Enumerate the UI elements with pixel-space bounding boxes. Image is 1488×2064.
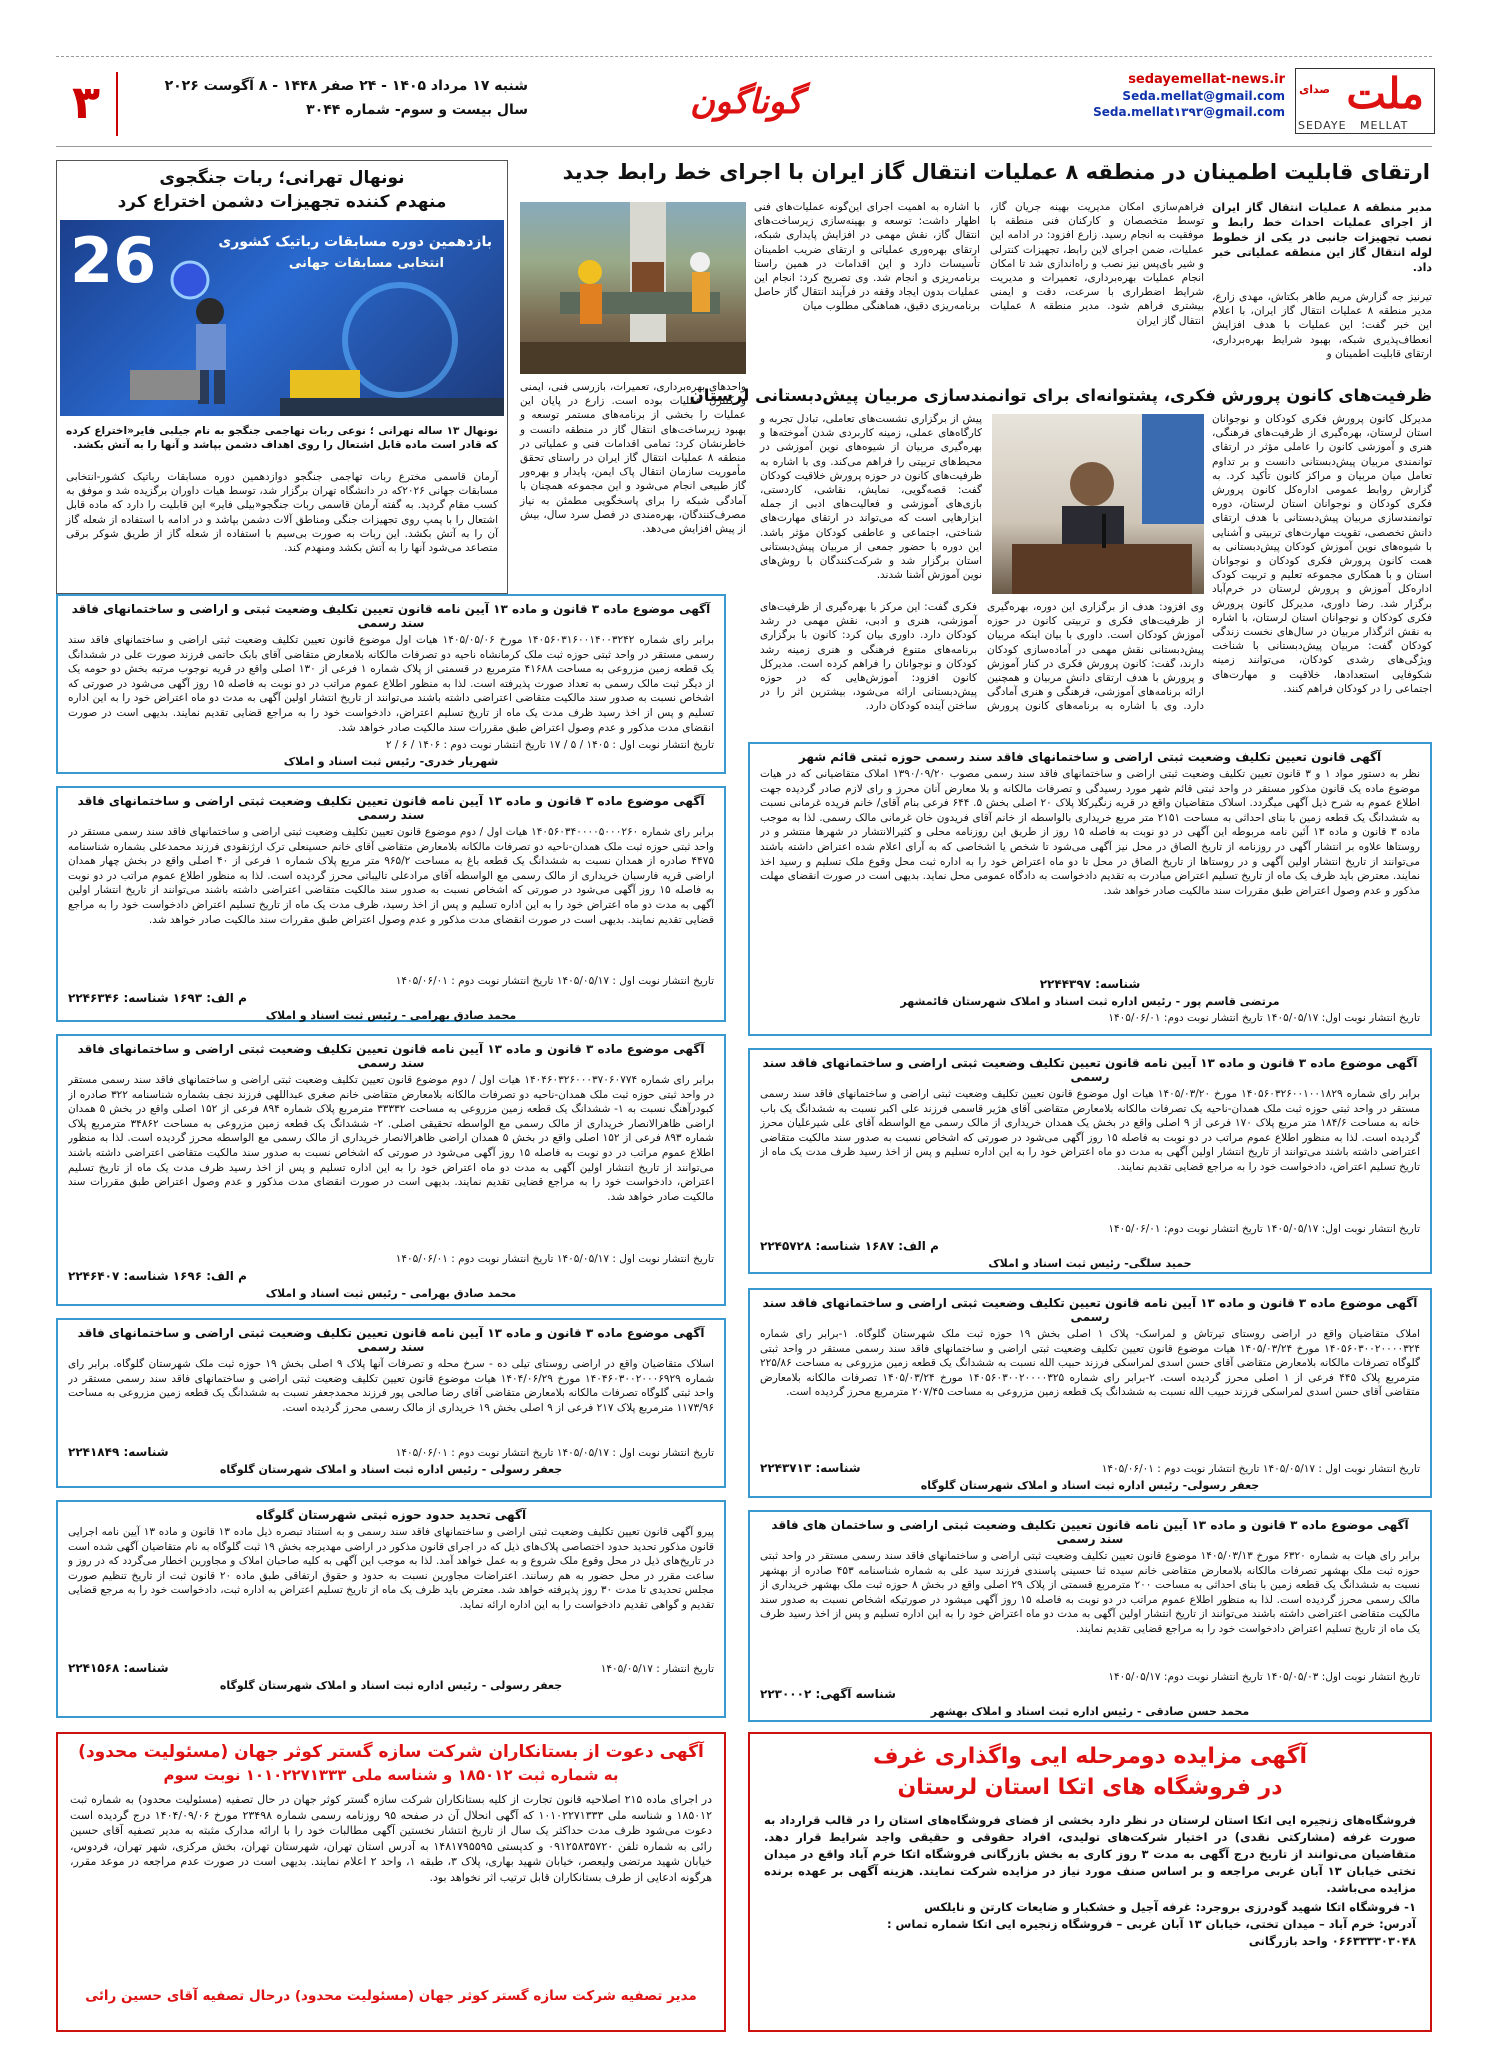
ad-signature: مرتضی قاسم پور - رئیس اداره ثبت اسناد و املاک شهرستان قائمشهر (900, 995, 1280, 1008)
ad-bahrami-2 (56, 1034, 726, 1306)
kowsar-title-1: آگهی دعوت از بستانکاران شرکت سازه گستر کوثر جهان (مسئولیت محدود) (78, 1742, 704, 1762)
ad-signature: جعفر رسولی- رئیس اداره ثبت اسناد و املاک شهرستان گلوگاه (920, 1479, 1260, 1492)
site-link[interactable]: sedayemellat-news.ir (1128, 72, 1285, 87)
ad-body: اسلاک متقاضیان واقع در اراضی روستای تیلی ده - سرخ محله و تصرفات آنها پلاک ۹ اصلی بخش ۱۹ حوزه ثبت ملک شهرستان گلوگاه. برابر رای شماره ۱۴۰۴۶۰۳۰۰۲۰۰۰۶۹۲۹ مورخ ۱۴۰۴/۰۶/۲۹ هیات موضوع قانون تعیین تکلیف وضعیت ثبتی اراضی و ساختمانهای فاقد سند رسمی مستقر در واحد ثبتی گلوگاه تصرفات مالکانه بلامعارض متقاضی آقای رضا صالحی پور فرزند محمدجعفر نسبت به ششدانگ یک قطعه زمین مزروعی به مساحت ۱۱۷۳/۹۶ مترمربع پلاک ۲۱۷ فرعی از ۹ اصلی بخش ۱۹ خریداری از مالک رسمی محرز گردیده است. (68, 1358, 714, 1414)
ad-title: آگهی موضوع ماده ۳ قانون و ماده ۱۳ آیین نامه قانون تعیین تکلیف وضعیت ثبتی اراضی و ساختمان های فاقد سند رسمی (771, 1518, 1409, 1546)
etka-body: فروشگاه‌های زنجیره ایی اتکا استان لرستان در نظر دارد بخشی از فضای فروشگاه‌های استان را در قالب قرارداد به صورت غرفه (مشارکتی نقدی) در اختیار شرکت‌های تولیدی، افراد حقوقی و حقیقی واجد شرایط قرار دهد. متقاضیان می‌توانند از تاریخ درج آگهی به مدت ۳ روز کاری به بخش بازرگانی فروشگاه اتکا خرم آباد واقع در میدان تختی خیابان ۱۳ آبان غربی مراجعه و بر اساس صنف مورد نیاز در مزایده شرکت نمایند. هزینه آگهی بر عهده برنده مزایده می‌باشد. (764, 1813, 1416, 1895)
ad-dates: تاریخ انتشار نوبت اول : ۱۴۰۵/۰۵/۱۷ تاریخ انتشار نوبت دوم : ۱۴۰۵/۰۶/۰۱ (395, 1447, 714, 1459)
ad-body: پیرو آگهی قانون تعیین تکلیف وضعیت ثبتی اراضی و ساختمانهای فاقد سند رسمی و به استناد تبصره ذیل ماده ۱۳ قانون و ماده ۱۳ آیین نامه اجرایی قانون مذکور تحدید حدود اختصاصی پلاک‌های ذیل که در اجرای قانون مذکور در اراضی مهدیرجه بخش ۱۹ ثبت گلوگاه به نام متقاضیان آگهی شده است در تاریخ‌های ذیل در محل وقوع ملک شروع و به عمل خواهد آمد. لذا به موجب این آگهی به کلیه صاحبان املاک و مجاورین اخطار می‌گردد که در روز و ساعت مقرر در محل حضور به هم رسانند. اعتراضات مجاورین نسبت به حدود و حقوق ارتفاقی طبق ماده ۲۰ قانون ثبت از تاریخ تنظیم صورت مجلس تحدیدی تا مدت ۳۰ روز پذیرفته خواهد شد. معترض باید ظرف یک ماه از تاریخ تسلیم اعتراض به اداره ثبت، دادخواست خود را به مرجع قضایی تقدیم و گواهی تقدیم دادخواست را به این اداره ارائه نماید. (68, 1526, 714, 1611)
ad-dates: تاریخ انتشار نوبت اول : ۱۴۰۵/۰۵/۱۷ تاریخ انتشار نوبت دوم : ۱۴۰۵/۰۶/۰۱ (395, 1253, 714, 1265)
gas-lead: مدیر منطقه ۸ عملیات انتقال گاز ایران از اجرای عملیات احداث خط رابط و نصب تجهیزات جانبی در یکی از خطوط لوله انتقال گاز این منطقه عملیاتی خبر داد. (1212, 201, 1432, 274)
logo-en: SEDAYE MELLAT (1298, 119, 1409, 132)
kowsar-body: در اجرای ماده ۲۱۵ اصلاحیه قانون تجارت از کلیه بستانکاران شرکت سازه گستر کوثر جهان در حال تصفیه (مسئولیت محدود) به شماره ثبت ۱۸۵۰۱۲ و شناسه ملی ۱۰۱۰۲۲۷۱۳۳۳ که آگهی انحلال آن در صفحه ۹۵ روزنامه رسمی شماره ۲۳۴۹۸ مورخ ۱۴۰۴/۰۹/۰۶ درج گردیده است دعوت می‌شود ظرف مدت حداکثر یک سال از تاریخ انتشار نخستین آگهی مطالبات خود را با ارائه مدارک مثبته به مدیر تصفیه آقای حسین رائی به شماره تلفن ۰۹۱۲۵۸۳۵۷۲۰ و کدپستی ۱۴۸۱۷۹۵۵۹۵ به آدرس استان تهران، شهرستان تهران، بخش مرکزی، شهر تهران، فردوس، خیابان شهید مرتضی ولیعصر، خیابان شهید بهاری، پلاک ۳، طبقه ۱، واحد ۲ اعلام نمایند. بدیهی است در صورت عدم مراجعه در موعد مقرر، هرگونه ادعایی از طرف بستانکاران قابل ترتیب اثر نخواهد بود. (70, 1793, 712, 1884)
contact-block (1040, 72, 1285, 119)
header-bottom-rule (56, 146, 1432, 147)
date-block (128, 78, 528, 118)
etka-notice (748, 1732, 1432, 2032)
gas-col-4: واحدهای بهره‌برداری، تعمیرات، بازرسی فنی، ایمنی و کنترل عملیات بوده است. زارع در پایان این عملیات را بخشی از برنامه‌های مستمر توسعه و بهبود زیرساخت‌های انتقال گاز در منطقه دانست و خاطرنشان کرد: تمامی اقدامات فنی و عملیاتی در منطقه ۸ عملیات انتقال گاز ایران در راستای تحقق مأموریت سازمان انتقال پاک ایمن، پایدار و بهره‌ور گاز طبیعی انجام می‌شود و این مجموعه همچنان با آمادگی شبکه را برای پاسخگویی مطمئن به نیاز مصرف‌کنندگان، بهره‌مندی در فصل سرد سال، بیش از پیش افزایش می‌دهد. (520, 381, 747, 536)
robot-photo (60, 220, 504, 416)
gas-pipeline-photo (520, 202, 746, 374)
masthead-logo (1295, 68, 1435, 134)
ad-title: آگهی موضوع ماده ۳ قانون و ماده ۱۳ آیین نامه قانون تعیین تکلیف وضعیت ثبتی اراضی و ساختمانهای فاقد سند رسمی (77, 1042, 705, 1070)
email-link-2[interactable]: Seda.mellat۱۳۹۳@gmail.com (1093, 105, 1285, 119)
kowsar-signature: مدیر تصفیه شرکت سازه گستر کوثر جهان (مسئولیت محدود) درحال تصفیه آقای حسین رائی (85, 1988, 697, 2004)
ad-code: شناسه: ۲۲۴۱۸۴۹ (68, 1445, 169, 1459)
ad-dates: تاریخ انتشار : ۱۴۰۵/۰۵/۱۷ (600, 1663, 714, 1675)
ad-signature: محمد صادق بهرامی - رئیس ثبت اسناد و املاک (265, 1009, 517, 1022)
issue-number: سال بیست و سوم- شماره ۳۰۴۴ (306, 102, 528, 118)
kanoon-col-1: مدیرکل کانون پرورش فکری کودکان و نوجوانان استان لرستان، بهره‌گیری از ظرفیت‌های فرهنگی، هنری و آموزشی کانون را عاملی مؤثر در ارتقای توانمندی مربیان پیش‌دبستانی دانست و بر تداوم تعامل میان مربیان و مراکز کانون تأکید کرد. به گزارش روابط عمومی اداره‌کل کانون پرورش فکری کودکان و نوجوانان استان لرستان، دوره توانمندسازی مربیان پیش‌دبستانی با هدف ارتقای دانش تخصصی، تقویت مهارت‌های تربیتی و آشنایی با شیوه‌های نوین آموزش کودکان پیش‌دبستانی به همت کانون پرورش فکری کودکان و نوجوانان استان و با همکاری مجموعه تعلیم و تربیت کودک اداره‌کل آموزش و پرورش لرستان در خرم‌آباد برگزار شد. رضا داوری، مدیرکل کانون پرورش فکری کودکان و نوجوانان استان لرستان، با اشاره به نقش اثرگذار مربیان در سال‌های نخست زندگی کودکان گفت: مربیان پیش‌دبستانی با شناخت ویژگی‌های رشدی کودکان، می‌توانند زمینه شکوفایی استعدادها، خلاقیت و مهارت‌های اجتماعی را در کودکان فراهم کنند. (1212, 413, 1432, 695)
ad-code: شناسه: ۲۲۴۴۳۹۷ (1039, 977, 1141, 991)
ad-title: آگهی موضوع ماده ۳ قانون و ماده ۱۳ آیین نامه قانون تعیین تکلیف وضعیت ثبتی اراضی و ساختمانهای فاقد سند رسمی (762, 1056, 1418, 1084)
kowsar-title-2: به شماره ثبت ۱۸۵۰۱۲ و شناسه ملی ۱۰۱۰۲۲۷۱۳۳۳ نوبت سوم (163, 1766, 619, 1784)
pipe-illustration (520, 202, 746, 374)
etka-title-1: آگهی مزایده دومرحله ایی واگذاری غرف (872, 1744, 1308, 1769)
ad-title: آگهی تحدید حدود حوزه ثبتی شهرستان گلوگاه (255, 1508, 527, 1522)
logo-wordmark: ملت (1346, 69, 1424, 118)
gas-col-3: با اشاره به اهمیت اجرای این‌گونه عملیات‌های فنی اظهار داشت: توسعه و بهینه‌سازی زیرساخت‌های انتقال گاز، نقش مهمی در افزایش پایداری شبکه، ارتقای بهره‌وری عملیاتی و ارتقای ضریب اطمینان تأسیسات دارد و این اقدامات در همین راستا برنامه‌ریزی و انجام شد. وی تصریح کرد: انجام این عملیات بدون ایجاد وقفه در فرآیند انتقال گاز حاصل برنامه‌ریزی دقیق، هماهنگی مطلوب میان (754, 201, 980, 313)
kanoon-col-3: پیش از برگزاری نشست‌های تعاملی، تبادل تجربه و کارگاه‌های عملی، زمینه کاربردی شدن آموخته‌ها و بهره‌گیری مربیان از شیوه‌های نوین آموزشی در محیط‌های تربیتی را فراهم می‌کند. وی با اشاره به ظرفیت‌های کانون در حوزه پرورش خلاقیت کودکان گفت: قصه‌گویی، نمایش، نقاشی، کاردستی، بازی‌های آموزشی و فعالیت‌های ادبی از جمله ابزارهایی است که می‌تواند در ارتقای مهارت‌های شناختی، اجتماعی و عاطفی کودکان مؤثر باشد. این دوره با حضور جمعی از مربیان پیش‌دبستانی استان برگزار شد و شرکت‌کنندگان با روش‌های نوین آموزش آشنا شدند. (760, 413, 982, 582)
robot-photo-number: 26 (70, 224, 157, 297)
ad-body: برابر رای شماره ۱۴۰۵۶۰۳۴۰۰۰۰۵۰۰۰۲۶۰ هیات اول / دوم موضوع قانون تعیین تکلیف وضعیت ثبتی اراضی و ساختمانهای فاقد سند رسمی مستقر در واحد ثبتی حوزه ثبت ملک همدان-ناحیه دو تصرفات مالکانه بلامعارض متقاضی آقای خانم حسینعلی ترک ارژنقودی فرزند محمدعلی بشماره شناسنامه ۴۴۷۵ صادره از همدان نسبت به ششدانگ یک قطعه باغ به مساحت ۹۶۵/۲ متر مربع پلاک شماره ۱ فرعی از ۴۰ اصلی واقع در بخش چهار همدان اراضی قریه فارسبان خریداری از مالک رسمی مع الواسطه آقای مرادعلی تالیباتی محرز گردیده است. لذا به منظور اطلاع عموم مراتب در دو نوبت به فاصله ۱۵ روز آگهی می‌شود در صورتی که اشخاص نسبت به صدور سند مالکیت متقاضی اعتراضی داشته باشند می‌توانند از تاریخ انتشار اولین آگهی به مدت دو ماه اعتراض خود را به این اداره تسلیم و پس از اخذ رسید، ظرف مدت یک ماه از تاریخ تسلیم اعتراض دادخواست خود را به مراجع قضایی تقدیم نمایند. بدیهی است در صورت انقضای مدت مذکور و عدم وصول اعتراض طبق مقررات سند مالکیت صادر خواهد شد. (68, 826, 714, 926)
etka-address: آدرس: خرم آباد – میدان تختی، خیابان ۱۳ آبان غربی – فروشگاه زنجیره ایی اتکا شماره تماس : (886, 1917, 1416, 1931)
ad-dates: تاریخ انتشار نوبت اول: ۱۴۰۵/۰۵/۰۳ تاریخ انتشار نوبت دوم: ۱۴۰۵/۰۵/۱۷ (1108, 1671, 1420, 1683)
ad-code: شناسه: ۲۲۴۱۵۶۸ (68, 1661, 169, 1675)
robot-caption: نونهال ۱۳ ساله تهرانی ؛ نوعی ربات تهاجمی جنگجو به نام جیلبی فایر«اختراع کرده که قادر است ماده قابل اشتعال را روی اهداف دشمن بپاشد و آنها را به آتش بکشد. (66, 425, 498, 452)
logo-small: صدای (1299, 83, 1330, 96)
ad-signature: جعفر رسولی - رئیس اداره ثبت اسناد و املاک شهرستان گلوگاه (219, 1463, 563, 1476)
ad-title: آگهی موضوع ماده ۳ قانون و ماده ۱۳ آیین نامه قانون تعیین تکلیف وضعیت ثبتی اراضی و ساختمانهای فاقد سند رسمی (77, 794, 705, 822)
ad-code: م الف: ۱۶۸۷ شناسه: ۲۲۴۵۷۲۸ (760, 1239, 939, 1253)
ad-signature: محمد صادق بهرامی - رئیس ثبت اسناد و املاک (265, 1287, 517, 1300)
ad-code: م الف: ۱۶۹۳ شناسه: ۲۲۴۶۳۴۶ (68, 991, 247, 1005)
etka-phone: ۰۶۶۳۳۳۳۰۳۰۴۸ واحد بازرگانی (1248, 1934, 1416, 1948)
gas-col-2: فراهم‌سازی امکان مدیریت بهینه جریان گاز، توسط متخصصان و کارکنان فنی منطقه با موفقیت به انجام رسید. زارع افزود: در ادامه این عملیات، ضمن اجرای لاین رابط، تجهیزات کنترلی و شیر بای‌پس نیز نصب و راه‌اندازی شد تا امکان انجام عملیات بهره‌برداری، تعمیرات و مدیریت شرایط اضطراری با سرعت، دقت و ایمنی بیشتری فراهم شود. مدیر منطقه ۸ عملیات انتقال گاز ایران (990, 201, 1205, 327)
ad-dates: تاریخ انتشار نوبت اول : ۱۴۰۵/۰۵/۱۷ تاریخ انتشار نوبت دوم : ۱۴۰۵/۰۶/۰۱ (395, 975, 714, 987)
etka-title-2: در فروشگاه های اتکا استان لرستان (897, 1775, 1283, 1800)
email-link-1[interactable]: Seda.mellat@gmail.com (1122, 89, 1285, 103)
ad-dates: تاریخ انتشار نوبت اول : ۱۴۰۵/۰۵/۱۷ تاریخ انتشار نوبت دوم : ۱۴۰۵/۰۶/۰۱ (1101, 1463, 1420, 1475)
ad-signature: جعفر رسولی - رئیس اداره ثبت اسناد و املاک شهرستان گلوگاه (219, 1679, 563, 1692)
kowsar-notice (56, 1732, 726, 2032)
ad-bahrami-1 (56, 786, 726, 1022)
ad-dates: تاریخ انتشار نوبت اول: ۱۴۰۵/۰۵/۱۷ تاریخ انتشار نوبت دوم: ۱۴۰۵/۰۶/۰۱ (1108, 1012, 1420, 1024)
ad-body: برابر رای شماره ۱۴۰۴۶۰۳۲۶۰۰۰۳۷۰۶۰۷۷۴ هیات اول / دوم موضوع قانون تعیین تکلیف وضعیت ثبتی اراضی و ساختمانهای فاقد سند رسمی مستقر در واحد ثبتی حوزه ثبت ملک همدان-ناحیه دو تصرفات مالکانه بلامعارض متقاضی خانم صغری عبداللهی فرزند نجف بشماره شناسنامه ۳۲۲ صادره از کبودرآهنگ نسبت به ۱- ششدانگ یک قطعه زمین مزروعی به مساحت ۳۳۳۳۲ مترمربع پلاک شماره ۸۹۴ فرعی از ۱۵۲ اصلی واقع در بخش ۵ همدان اراضی ظاهرالانصار خریداری از مالک رسمی مع الواسطه تحقیقی اصلی. ۲- ششدانگ یک قطعه زمین مزروعی به مساحت ۳۴۸۶۲ مترمربع پلاک شماره ۸۹۳ فرعی از ۱۵۲ اصلی واقع در بخش ۵ همدان اراضی ظاهرالانصار خریداری از مالک رسمی مع الواسطه محرز گردیده است. لذا به منظور اطلاع عموم مراتب در دو نوبت به فاصله ۱۵ روز آگهی می‌شود در صورتی که اشخاص نسبت به صدور سند مالکیت متقاضی اعتراضی داشته باشند می‌توانند از تاریخ انتشار اولین آگهی به مدت دو ماه اعتراض خود را به این اداره تسلیم و پس از اخذ رسید ظرف مدت یک ماه از تاریخ تسلیم اعتراض، دادخواست خود را به مراجع قضایی تقدیم نمایند. بدیهی است در صورت انقضای مدت مذکور و عدم وصول اعتراض طبق مقررات سند مالکیت صادر خواهد شد. (68, 1074, 714, 1203)
robot-photo-banner-1: بازدهمین دوره مسابقات رباتیک کشوری (218, 234, 492, 250)
page-number: ۳ (71, 75, 101, 129)
etka-items: ۱- فروشگاه اتکا شهید گودرزی بروجرد: غرفه آجیل و خشکبار و ضایعات کارتن و نایلکس (924, 1900, 1416, 1914)
ad-body: املاک متقاضیان واقع در اراضی روستای تیرتاش و لمراسک- پلاک ۱ اصلی بخش ۱۹ حوزه ثبت ملک شهرستان گلوگاه. ۱-برابر رای شماره ۱۴۰۵۶۰۳۰۰۲۰۰۰۰۳۲۴ مورخ ۱۴۰۵/۰۳/۲۴ هیات موضوع قانون تعیین تکلیف وضعیت ثبتی اراضی و ساختمانهای فاقد سند رسمی مستقر در واحد ثبتی گلوگاه تصرفات مالکانه بلامعارض متقاضی آقای حسن اسدی لمراسکی فرزند حبیب الله نسبت به ششدانگ یک قطعه زمین مزروعی به مساحت ۲۲۵/۸۶ مترمربع پلاک ۴۴۵ فرعی از ۱ اصلی محرز گردیده است. ۲-برابر رای شماره ۱۴۰۵۶۰۳۰۰۲۰۰۰۰۳۲۵ مورخ ۱۴۰۵/۰۳/۲۴ تصرفات مالکانه بلامعارض متقاضی آقای حسن اسدی لمراسکی فرزند حبیب الله نسبت به ششدانگ یک قطعه زمین مزروعی به مساحت ۲۰۷/۴۵ مترمربع محرز گردیده است. (760, 1328, 1420, 1399)
ad-body: برابر رای هیات به شماره ۶۳۲۰ مورخ ۱۴۰۵/۰۳/۱۳ موضوع قانون تعیین تکلیف وضعیت ثبتی اراضی و ساختمانهای فاقد سند رسمی مستقر در واحد ثبتی حوزه ثبت ملک بهشهر تصرفات مالکانه بلامعارض متقاضی خانم سیده ثنا حسینی پاسندی فرزند سید علی به شماره شناسنامه ۴۵۳ صادره از بهشهر نسبت به ششدانگ یک قطعه زمین با بنای احداثی به مساحت ۲۰۰ مترمربع قسمتی از پلاک ۲۹ اصلی واقع در بخش ۸ حوزه ثبت ملک بهشهر خریداری از مالک رسمی محرز گردیده است. لذا به منظور اطلاع عموم مراتب در دو نوبت به فاصله ۱۵ روز آگهی میشود در صورتیکه اشخاص نسبت به صدور سند مالکیت متقاضی اعتراضی داشته باشند می‌توانند از تاریخ انتشار اولین آگهی به مدت دو ماه اعتراض خود را به این اداره تسلیم و پس از اخذ رسید ظرف یک ماه از تاریخ تسلیم اعتراض دادخواست خود را به مراجع قضایی تقدیم نمایند. (760, 1550, 1420, 1635)
ad-dates: تاریخ انتشار نوبت اول: ۱۴۰۵/۰۵/۱۷ تاریخ انتشار نوبت دوم: ۱۴۰۵/۰۶/۰۱ (1108, 1223, 1420, 1235)
ad-body: نظر به دستور مواد ۱ و ۳ قانون تعیین تکلیف وضعیت ثبتی اراضی و ساختمانهای فاقد سند رسمی مصوب ۱۳۹۰/۰۹/۲۰ املاک متقاضیانی که در هیات موضوع ماده یک قانون مذکور مستقر در واحد ثبتی قائم شهر مورد رسیدگی و تصرفات مالکانه و بلا معارض آنان محرز و رای لازم صادر گردیده جهت اطلاع عموم به شرح ذیل آگهی میگردد. اسلاک متقاضیان واقع در قریه زنگیرکلا پلاک ۲۰ اصلی بخش ۵. ۶۴۴ فرعی بنام آقای/ خانم فریده غرمانی نسبت به ششدانگ یک قطعه زمین با بنای احداثی به مساحت ۲۱۵۱ متر مربع خریداری بالواسطه از خانم آقای فریدون خان غرمانی مالک رسمی. لذا به موجب ماده ۳ قانون و ماده ۱۳ آئین نامه مربوطه این آگهی در دو نوبت به فاصله ۱۵ روز از طریق این روزنامه محلی و کثیرالانتشار در شهرها منتشر و در روستاها علاوه بر انتشار آگهی در روزنامه از تاریخ الصاق در محل نیز آگهی می‌شود تا شخص یا اشخاصی که به آرای اعلام شده اعتراض داشته باشند می‌توانند از تاریخ انتشار اولین آگهی و در روستاها از تاریخ الصاق در محل تا دو ماه اعتراض خود را به اداره ثبت محل وقوع ملک تسلیم و رسید اخذ نمایند. معترض باید ظرف یک ماه از تاریخ تسلیم اعتراض مبادرت به تقدیم دادخواست به دادگاه عمومی محل نماید. بدیهی است در صورت انقضای مهلت مذکور و عدم وصول اعتراض طبق مقررات سند مالکیت صادر خواهد شد. (760, 768, 1420, 897)
header-top-rule (56, 56, 1432, 57)
robot-photo-banner-2: انتخابی مسابقات جهانی (288, 256, 444, 271)
ad-code: شناسه آگهی: ۲۲۳۰۰۰۲ (760, 1687, 896, 1701)
robot-body: آرمان قاسمی مخترع ربات تهاجمی جنگجو دوازدهمین دوره مسابقات رباتیک کشور-انتخابی مسابقات جهانی ۲۰۲۶که در دانشگاه تهران برگزار شد، توسط هیات داوران برگزیده شد و موفق به کسب مقام گردید. به گفته آرمان قاسمی ربات جنگجو«بیلی فایر» این قابلیت را دارد که ماده قابل اشتعال را با پمپ روی تجهیزات جنگی ومناطق آلات دشمن بپاشد و در ادامه با استفاده از شعله گاز آن را به آتش بکشد. این ربات به صورت بی‌سیم با استفاده از شعله گاز از طریق شوکر برقی متصاعد می‌شود آنها را به آتش بکشد ومنهدم کند. (66, 471, 498, 555)
speaker-illustration (992, 414, 1204, 594)
section-title: گوناگون (690, 82, 803, 122)
ad-code: م الف: ۱۶۹۶ شناسه: ۲۲۴۶۴۰۷ (68, 1269, 247, 1283)
ad-rasouli-2 (748, 1288, 1432, 1498)
ad-signature: حمید سلگی- رئیس ثبت اسناد و املاک (988, 1257, 1192, 1270)
ad-rasouli-1 (56, 1318, 726, 1488)
ad-signature: شهریار خدری- رئیس ثبت اسناد و املاک (283, 755, 499, 768)
ad-code: شناسه: ۲۲۴۳۷۱۳ (760, 1461, 861, 1475)
kanoon-headline: ظرفیت‌های کانون پرورش فکری، پشتوانه‌ای برای توانمندسازی مربیان پیش‌دبستانی لرستان (689, 386, 1432, 405)
ad-title: آگهی موضوع ماده ۳ قانون و ماده ۱۳ آیین نامه قانون تعیین تکلیف وضعیت ثبتی اراضی و ساختمانهای فاقد سند رسمی (77, 1326, 705, 1354)
kanoon-col-2: وی افزود: هدف از برگزاری این دوره، بهره‌گیری از ظرفیت‌های فکری و تربیتی کانون در حوزه آموزش کودکان است. داوری با بیان اینکه مربیان پیش‌دبستانی نقش مهمی در آماده‌سازی کودکان دارند، گفت: کانون پرورش فکری در کنار آموزش و پرورش با هدف ارتقای دانش مربیان و همچنین ارائه برنامه‌های آموزشی، فرهنگی و هنری آمادگی دارد. وی با اشاره به برنامه‌های کانون پرورش فکری گفت: این مرکز با بهره‌گیری از ظرفیت‌های آموزشی، هنری و ادبی، نقش مهمی در رشد کودکان دارد. داوری بیان کرد: کانون با برگزاری برنامه‌های متنوع فرهنگی و هنری زمینه رشد کودکان و نوجوانان را فراهم کرده است. مدیرکل کانون افزود: آموزش‌هایی که در حوزه پیش‌دبستانی ارائه می‌شود، بیشترین اثر را در ساختن آینده کودکان دارد. (760, 601, 1204, 713)
ad-tahdid (56, 1500, 726, 1718)
ad-title: آگهی موضوع ماده ۳ قانون و ماده ۱۳ آیین نامه قانون تعیین تکلیف وضعیت ثبتی اراضی و ساختمانهای فاقد سند رسمی (762, 1296, 1418, 1324)
ad-signature: محمد حسن صادقی - رئیس اداره ثبت اسناد و املاک بهشهر (930, 1705, 1250, 1718)
robot-headline-2: منهدم کننده تجهیزات دشمن اختراع کرد (117, 192, 447, 212)
kanoon-photo (992, 414, 1204, 594)
ad-body: برابر رای شماره ۱۴۰۵۶۰۳۲۶۰۰۱۰۰۱۸۲۹ مورخ ۱۴۰۵/۰۳/۲۰ هیات اول موضوع قانون تعیین تکلیف وضعیت ثبتی اراضی و ساختمانهای فاقد سند رسمی مستقر در واحد ثبتی حوزه ثبت ملک همدان-ناحیه یک تصرفات مالکانه بلامعارض متقاضی آقای هژیر قاسمی فرزند علی اکبر نسبت به ششدانگ یک باب خانه به مساحت ۱۸۴/۶ متر مربع پلاک ۱۷۰ فرعی از ۹ اصلی واقع در بخش یک همدان خریداری از مالک رسمی مع الواسطه آقای علی شیرعلیان محرز گردیده است. لذا به منظور اطلاع عموم مراتب در دو نوبت به فاصله ۱۵ روز آگهی می‌شود در صورتی که اشخاص نسبت به صدور سند مالکیت متقاضی اعتراضی داشته باشند می‌توانند از تاریخ انتشار اولین آگهی به مدت دو ماه اعتراض خود را به این اداره تسلیم و پس از اخذ رسید ظرف مدت یک ماه از تاریخ تسلیم اعتراض، دادخواست خود را به مراجع قضایی تقدیم نمایند. (760, 1088, 1420, 1173)
ad-qaempour (748, 742, 1432, 1036)
ad-body: برابر رای شماره ۱۴۰۵۶۰۳۱۶۰۰۱۴۰۰۳۲۴۲ مورخ ۱۴۰۵/۰۵/۰۶ هیات اول موضوع قانون تعیین تکلیف وضعیت ثبتی اراضی و ساختمانهای فاقد سند رسمی مستقر در واحد ثبتی حوزه ثبت ملک کرمانشاه ناحیه دو تصرفات مالکانه بلامعارض متقاضی آقای بابک حاتمی فرزند صورت علی در ششدانگ یک قطعه زمین مزروعی به مساحت ۴۱۶۸۸ مترمربع در قسمتی از پلاک شماره ۱ فرعی از ۱۳۰ اصلی واقع در قریه نوجوب مرتبه بخش دو حومه یک از دیگر ثبت مالک رسمی به تعداد صورت پذیرفته است. لذا به منظور اطلاع عموم مراتب در دو نوبت به فاصله ۱۵ روز آگهی می‌شود در صورتی که اشخاص نسبت به صدور سند مالکیت متقاضی اعتراضی داشته باشند می‌توانند از تاریخ انتشار اولین آگهی به مدت دو ماه اعتراض خود را به این اداره تسلیم و پس از اخذ رسید ظرف مدت یک ماه از تاریخ تسلیم اعتراض، دادخواست خود را به مراجع قضایی تقدیم نمایند. بدیهی است در صورت انقضای مدت مذکور و عدم وصول اعتراض طبق مقررات سند مالکیت صادر خواهد شد. (68, 634, 714, 734)
ad-salgi (748, 1048, 1432, 1274)
ad-title: آگهی قانون تعیین تکلیف وضعیت ثبتی اراضی و ساختمانهای فاقد سند رسمی حوزه ثبتی قائم شهر (798, 750, 1382, 764)
robot-scene (60, 220, 504, 416)
gas-headline: ارتقای قابلیت اطمینان در منطقه ۸ عملیات انتقال گاز ایران با اجرای خط رابط جدید (562, 160, 1430, 184)
gas-col-1: تیرنیز جه گزارش مریم طاهر بکتاش، مهدی زارع، مدیر منطقه ۸ عملیات انتقال گاز ایران، با اعلام این خبر گفت: این عملیات با هدف افزایش انعطاف‌پذیری شبکه، بهبود شرایط بهره‌برداری، ارتقای قابلیت اطمینان و (1212, 291, 1432, 360)
ad-shahryar (56, 594, 726, 774)
ad-dates: تاریخ انتشار نوبت اول : ۱۴۰۵ / ۵ / ۱۷ تاریخ انتشار نوبت دوم : ۱۴۰۶ / ۶ / ۲ (385, 739, 714, 751)
page-number-box (56, 72, 118, 136)
ad-title: آگهی موضوع ماده ۳ قانون و ماده ۱۳ آیین نامه قانون تعیین تکلیف وضعیت ثبتی و اراضی و ساختمانهای فاقد سند رسمی (71, 602, 711, 630)
robot-headline-1: نونهال تهرانی؛ ربات جنگجوی (159, 168, 405, 188)
ad-sadeghi (748, 1510, 1432, 1722)
issue-date: شنبه ۱۷ مرداد ۱۴۰۵ - ۲۴ صفر ۱۴۴۸ - ۸ آگوست ۲۰۲۶ (164, 78, 528, 94)
